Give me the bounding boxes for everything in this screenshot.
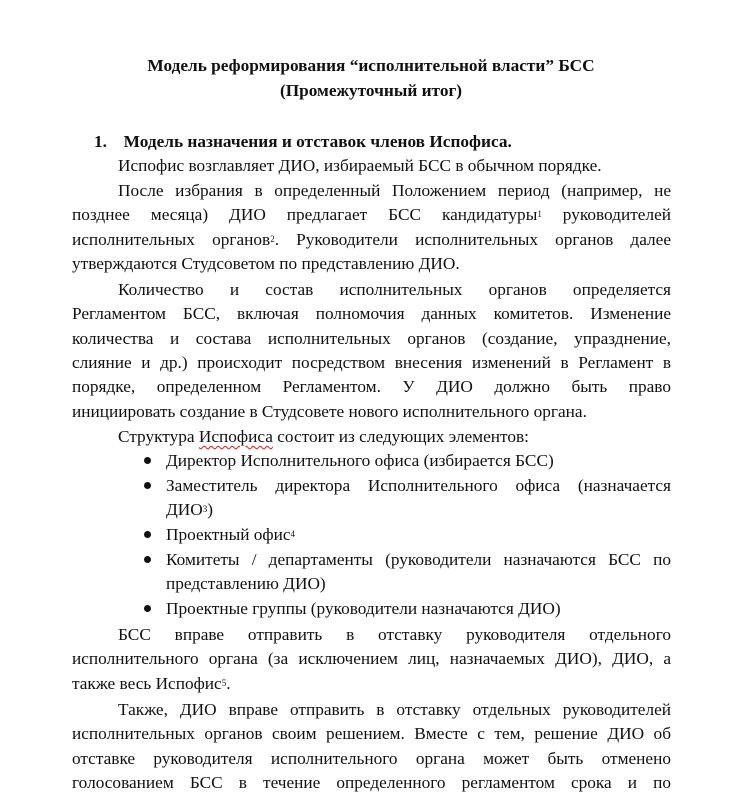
misspelled-word[interactable]: Испофиса	[198, 427, 273, 446]
paragraph-6-line-1: Также, ДИО вправе отправить в отставку отдельных руководителей	[118, 700, 671, 719]
document-subtitle: (Промежуточный итог)	[279, 81, 463, 100]
section-title: Модель назначения и отставок членов Испофиса.	[123, 132, 512, 151]
paragraph-3-line-3: количества и состава исполнительных органов (создание, упразднение,	[72, 329, 671, 348]
bullet-icon	[144, 605, 151, 612]
document-title: Модель реформирования “исполнительной власти” БСС	[147, 56, 595, 75]
paragraph-6-line-2: исполнительных органов своим решением. Вместе с тем, решение ДИО об	[72, 724, 671, 743]
list-item-4-line-2: представлению ДИО)	[166, 574, 326, 593]
paragraph-3-line-5: порядке, определенном Регламентом. У ДИО должно быть право	[72, 377, 671, 396]
paragraph-3-line-4: слияние и др.) происходит посредством внесения изменений в Регламент в	[72, 353, 671, 372]
footnote-ref-5[interactable]: 5	[221, 678, 227, 688]
bullet-icon	[144, 482, 151, 489]
paragraph-3-line-2: Регламентом БСС, включая полномочия данных комитетов. Изменение	[72, 304, 671, 323]
bullet-icon	[144, 556, 151, 563]
paragraph-6-line-4: голосованием БСС в течение определенного регламентом срока и по	[72, 773, 671, 792]
paragraph-5-line-3: также весь Испофис$^5$.	[72, 674, 231, 693]
list-item-1: Директор Исполнительного офиса (избирается БСС)	[166, 451, 554, 470]
paragraph-3-line-6: инициировать создание в Студсовете нового исполнительного органа.	[72, 402, 587, 421]
footnote-ref-2[interactable]: 2	[270, 234, 275, 244]
list-item-5: Проектные группы (руководители назначаются ДИО)	[166, 599, 561, 618]
paragraph-2-line-1: После избрания в определенный Положением период (например, не	[118, 181, 671, 200]
paragraph-6-line-3: отставке руководителя исполнительного органа может быть отменено	[72, 749, 671, 768]
paragraph-1: Испофис возглавляет ДИО, избираемый БСС в обычном порядке.	[118, 156, 602, 175]
paragraph-2-line-4: утверждаются Студсоветом по представлению ДИО.	[72, 254, 460, 273]
section-heading	[94, 130, 693, 154]
list-item-2-line-2: ДИО$^3$)	[166, 500, 214, 519]
list-item-4-line-1: Комитеты / департаменты (руководители назначаются БСС по	[166, 550, 671, 569]
footnote-ref-1[interactable]: 1	[537, 209, 542, 219]
list-item-3: Проектный офис$^4$	[166, 525, 296, 544]
list-item-2-line-1: Заместитель директора Исполнительного офиса (назначается	[166, 476, 671, 495]
paragraph-5-line-2: исполнительного органа (за исключением лиц, назначаемых ДИО), ДИО, а	[72, 649, 671, 668]
section-number: 1.	[94, 132, 107, 151]
paragraph-4: Структура Испофиса состоит из следующих элементов:	[118, 427, 529, 446]
paragraph-2-line-3: исполнительных органов$^2$. Руководители исполнительных органов далее	[72, 230, 671, 249]
paragraph-5-line-1: БСС вправе отправить в отставку руководителя отдельного	[118, 625, 671, 644]
bullet-icon	[144, 531, 151, 538]
paragraph-2-line-2: позднее месяца) ДИО предлагает БСС кандидатуры$^1$ руководителей	[72, 205, 671, 224]
footnote-ref-4[interactable]: 4	[290, 529, 296, 539]
footnote-ref-3[interactable]: 3	[202, 504, 208, 514]
paragraph-3-line-1: Количество и состав исполнительных органов определяется	[118, 280, 671, 299]
bullet-icon	[144, 457, 151, 464]
